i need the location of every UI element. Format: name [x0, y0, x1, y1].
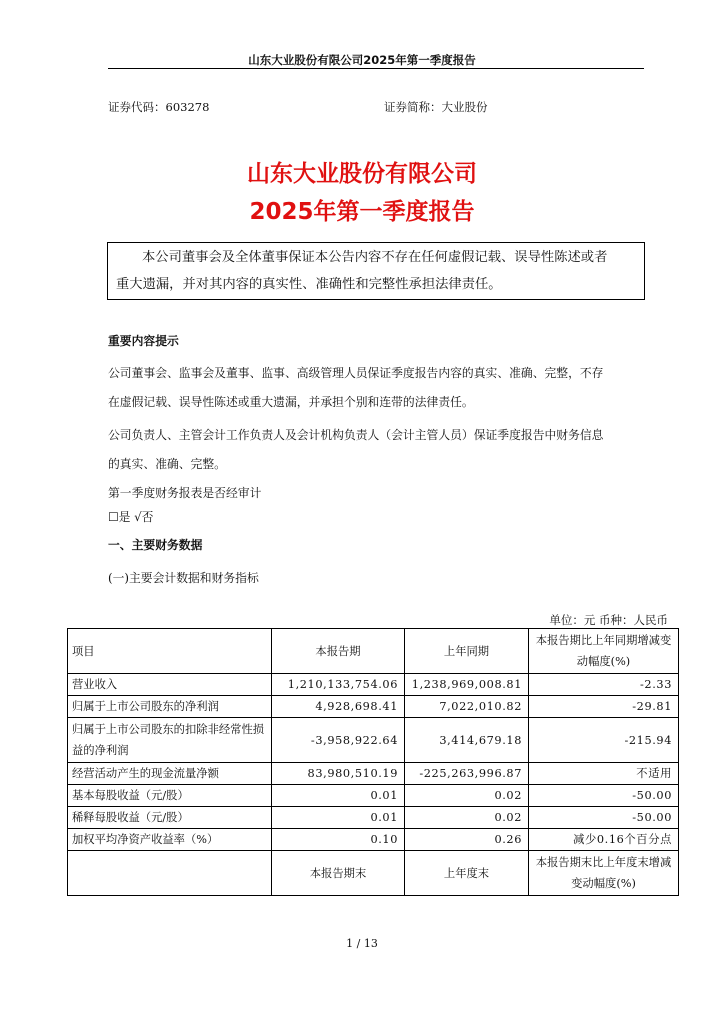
table-row — [68, 829, 679, 851]
cell: 1,238,969,008.81 — [405, 674, 529, 696]
statement-line-1: 本公司董事会及全体董事保证本公告内容不存在任何虚假记载、误导性陈述或者 — [142, 250, 608, 265]
cell: 减少0.16个百分点 — [529, 829, 679, 851]
section-heading: 一、主要财务数据 — [108, 538, 203, 552]
cell: 4,928,698.41 — [272, 696, 405, 718]
cell: 0.26 — [405, 829, 529, 851]
cell: -2.33 — [529, 674, 679, 696]
notice-p2-line1: 公司负责人、主管会计工作负责人及会计机构负责人（会计主管人员）保证季度报告中财务信息 — [108, 428, 604, 442]
row-label: 营业收入 — [68, 674, 272, 696]
cell: 3,414,679.18 — [405, 718, 529, 763]
cell: 0.01 — [272, 807, 405, 829]
audit-answer: ☐是 √否 — [108, 510, 154, 524]
notice-p1-line2: 在虚假记载、误导性陈述或重大遗漏，并承担个别和连带的法律责任。 — [108, 395, 474, 409]
header-change: 本报告期比上年同期增减变动幅度(%) — [529, 629, 679, 674]
header-prior: 上年同期 — [405, 629, 529, 674]
running-header: 山东大业股份有限公司2025年第一季度报告 — [248, 53, 476, 67]
table-subheader-row — [68, 851, 679, 896]
table-row — [68, 674, 679, 696]
cell: -215.94 — [529, 718, 679, 763]
cell: -50.00 — [529, 807, 679, 829]
notice-heading: 重要内容提示 — [108, 334, 179, 348]
report-title: 2025年第一季度报告 — [249, 199, 475, 225]
cell: -50.00 — [529, 785, 679, 807]
security-abbr: 证券简称：大业股份 — [384, 100, 488, 114]
cell: -29.81 — [529, 696, 679, 718]
statement-line-2: 重大遗漏，并对其内容的真实性、准确性和完整性承担法律责任。 — [116, 277, 502, 292]
subsection-heading: (一)主要会计数据和财务指标 — [108, 571, 259, 585]
subheader-change: 本报告期末比上年度末增减变动幅度(%) — [529, 851, 679, 896]
subheader-prior-year-end: 上年度末 — [405, 851, 529, 896]
row-label: 经营活动产生的现金流量净额 — [68, 763, 272, 785]
cell: 0.01 — [272, 785, 405, 807]
row-label: 稀释每股收益（元/股） — [68, 807, 272, 829]
table-row — [68, 807, 679, 829]
table-row — [68, 718, 679, 763]
header-current: 本报告期 — [272, 629, 405, 674]
notice-p1-line1: 公司董事会、监事会及董事、监事、高级管理人员保证季度报告内容的真实、准确、完整，不存 — [108, 366, 604, 380]
board-statement-box — [107, 242, 645, 300]
row-label: 加权平均净资产收益率（%） — [68, 829, 272, 851]
subheader-period-end: 本报告期末 — [272, 851, 405, 896]
cell: 7,022,010.82 — [405, 696, 529, 718]
unit-currency: 单位：元 币种：人民币 — [549, 613, 668, 627]
cell: -225,263,996.87 — [405, 763, 529, 785]
row-label: 归属于上市公司股东的净利润 — [68, 696, 272, 718]
cell: 0.02 — [405, 785, 529, 807]
subheader-blank — [68, 851, 272, 896]
financial-table — [67, 628, 679, 896]
table-row — [68, 696, 679, 718]
header-rule — [108, 68, 644, 69]
header-item: 项目 — [68, 629, 272, 674]
cell: 不适用 — [529, 763, 679, 785]
row-label: 归属于上市公司股东的扣除非经常性损益的净利润 — [68, 718, 272, 763]
notice-p2-line2: 的真实、准确、完整。 — [108, 457, 226, 471]
cell: 83,980,510.19 — [272, 763, 405, 785]
table-row — [68, 763, 679, 785]
cell: 0.02 — [405, 807, 529, 829]
page-number: 1 / 13 — [346, 937, 378, 950]
cell: -3,958,922.64 — [272, 718, 405, 763]
company-title: 山东大业股份有限公司 — [247, 161, 477, 187]
security-code: 证券代码：603278 — [108, 100, 210, 114]
table-row — [68, 785, 679, 807]
cell: 1,210,133,754.06 — [272, 674, 405, 696]
cell: 0.10 — [272, 829, 405, 851]
row-label: 基本每股收益（元/股） — [68, 785, 272, 807]
audit-question: 第一季度财务报表是否经审计 — [108, 486, 262, 500]
